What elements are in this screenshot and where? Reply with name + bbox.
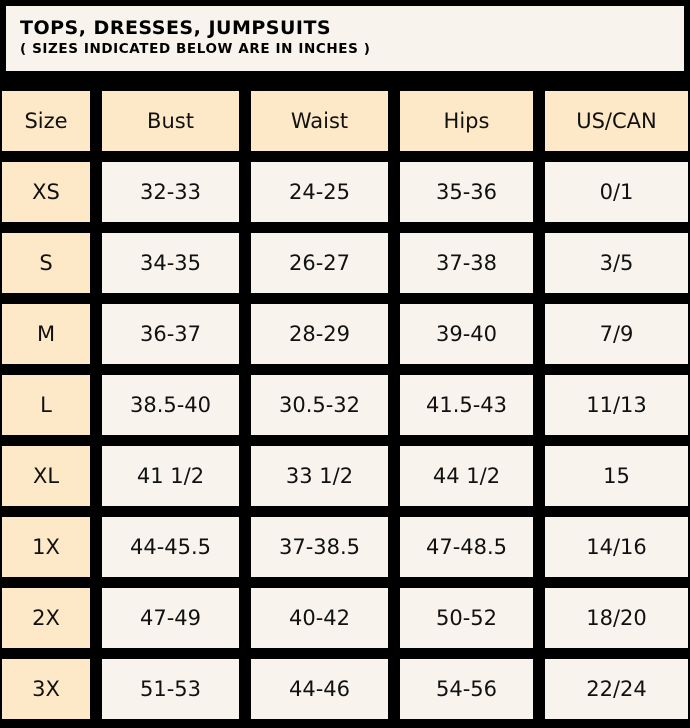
header-us-can: US/CAN [545,91,688,151]
waist-cell: 26-27 [251,233,388,293]
hips-cell: 54-56 [400,659,533,719]
header-size: Size [2,91,90,151]
bust-cell: 36-37 [102,304,239,364]
waist-cell: 24-25 [251,162,388,222]
header-hips: Hips [400,91,533,151]
hips-cell: 44 1/2 [400,446,533,506]
header-bust: Bust [102,91,239,151]
bust-cell: 38.5-40 [102,375,239,435]
us-can-cell: 14/16 [545,517,688,577]
hips-cell: 50-52 [400,588,533,648]
bust-cell: 41 1/2 [102,446,239,506]
size-cell: XL [2,446,90,506]
bust-cell: 47-49 [102,588,239,648]
bust-cell: 44-45.5 [102,517,239,577]
size-cell: 1X [2,517,90,577]
us-can-cell: 0/1 [545,162,688,222]
hips-cell: 39-40 [400,304,533,364]
waist-cell: 40-42 [251,588,388,648]
bust-cell: 32-33 [102,162,239,222]
us-can-cell: 11/13 [545,375,688,435]
waist-cell: 33 1/2 [251,446,388,506]
waist-cell: 28-29 [251,304,388,364]
us-can-cell: 18/20 [545,588,688,648]
us-can-cell: 3/5 [545,233,688,293]
chart-subtitle: ( SIZES INDICATED BELOW ARE IN INCHES ) [20,41,371,57]
size-cell: 2X [2,588,90,648]
bust-cell: 34-35 [102,233,239,293]
size-cell: XS [2,162,90,222]
chart-title: TOPS, DRESSES, JUMPSUITS [20,17,332,39]
size-cell: 3X [2,659,90,719]
us-can-cell: 7/9 [545,304,688,364]
us-can-cell: 22/24 [545,659,688,719]
us-can-cell: 15 [545,446,688,506]
bust-cell: 51-53 [102,659,239,719]
hips-cell: 35-36 [400,162,533,222]
size-chart-table [2,91,688,719]
size-cell: L [2,375,90,435]
hips-cell: 41.5-43 [400,375,533,435]
hips-cell: 37-38 [400,233,533,293]
size-cell: M [2,304,90,364]
waist-cell: 44-46 [251,659,388,719]
title-box [6,6,684,71]
waist-cell: 37-38.5 [251,517,388,577]
size-cell: S [2,233,90,293]
hips-cell: 47-48.5 [400,517,533,577]
header-waist: Waist [251,91,388,151]
waist-cell: 30.5-32 [251,375,388,435]
